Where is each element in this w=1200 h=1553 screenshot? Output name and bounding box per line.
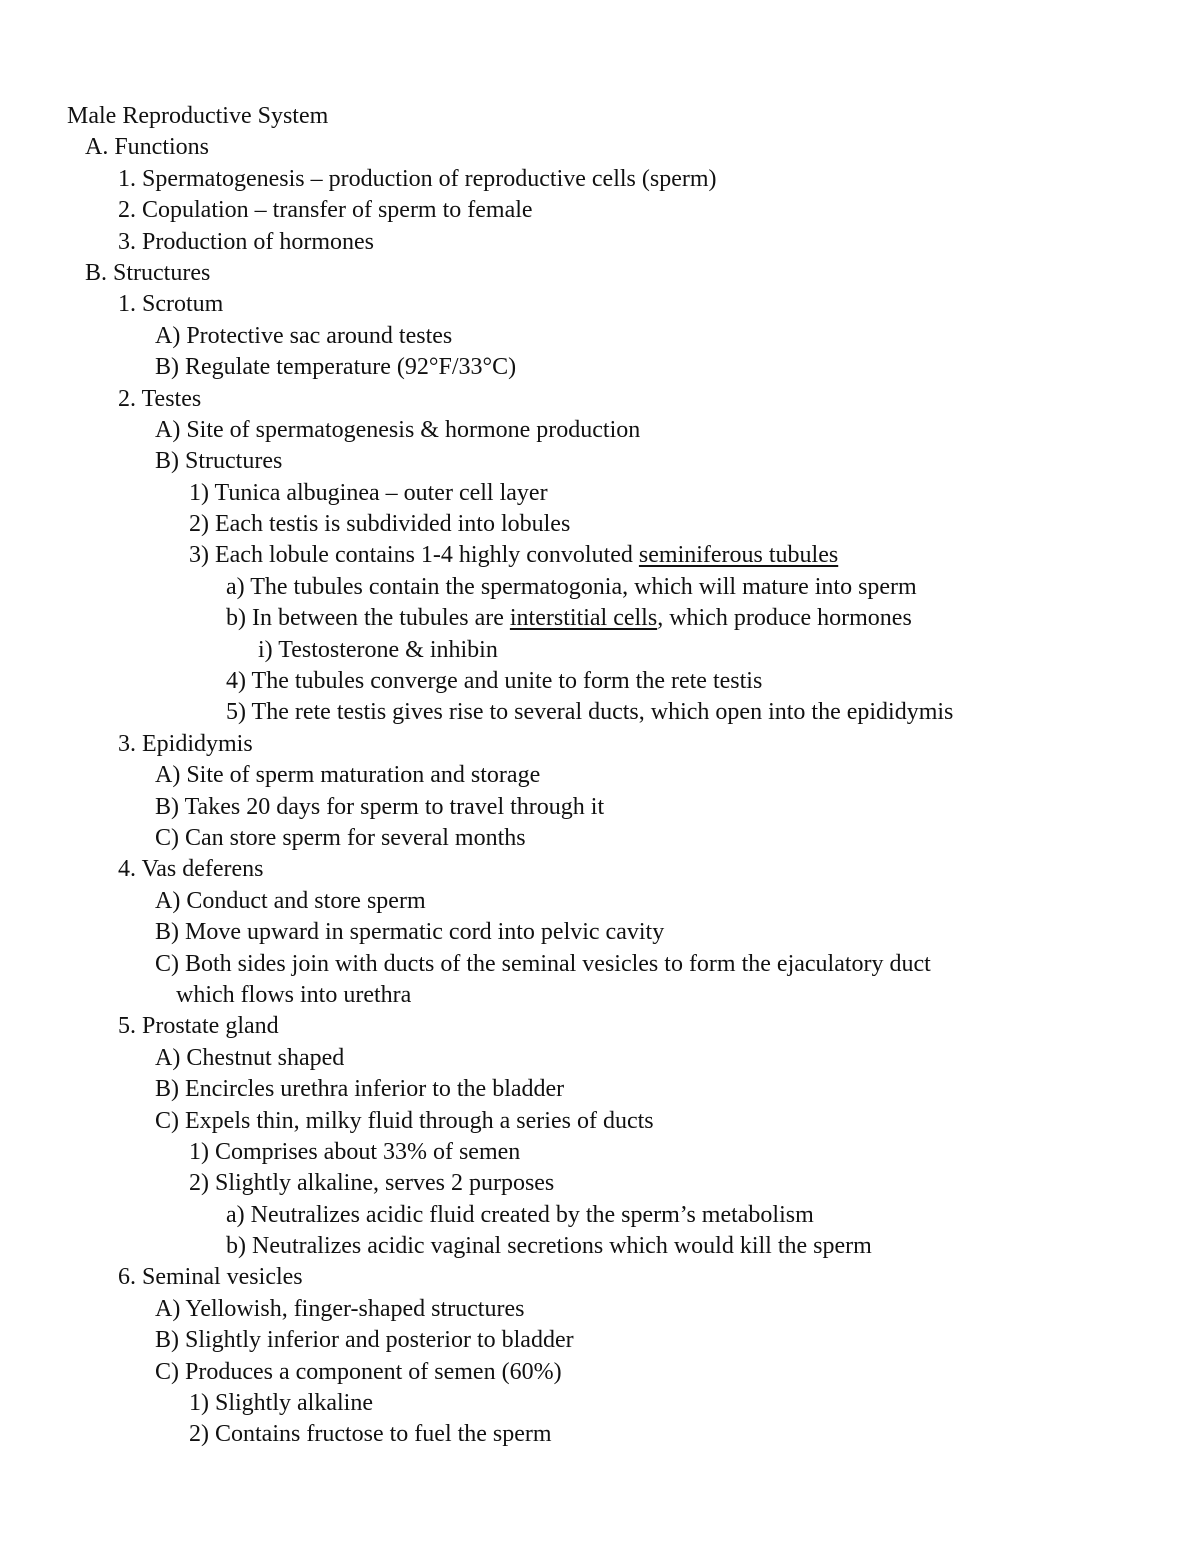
outline-line: A. Functions [85,134,210,161]
outline-line: B) Takes 20 days for sperm to travel through it [155,793,605,820]
outline-line: 4. Vas deferens [118,856,264,883]
outline-line: 4) The tubules converge and unite to form the rete testis [226,668,763,695]
outline-line: 2. Copulation – transfer of sperm to female [118,197,533,224]
outline-line: B. Structures [85,259,211,286]
outline-line: 5. Prostate gland [118,1013,279,1040]
outline-line: 1. Scrotum [118,291,224,318]
text-segment: b) In between the tubules are [226,605,510,632]
outline-line: 2) Each testis is subdivided into lobules [189,511,571,538]
outline-line: i) Testosterone & inhibin [258,636,498,663]
outline-line: C) Produces a component of semen (60%) [155,1358,562,1385]
outline-line: a) Neutralizes acidic fluid created by the sperm’s metabolism [226,1201,814,1228]
outline-line: B) Encircles urethra inferior to the bladder [155,1076,565,1103]
outline-line: A) Protective sac around testes [155,322,453,349]
text-segment: 3) Each lobule contains 1-4 highly convoluted [189,542,639,569]
outline-line: 2. Testes [118,385,202,412]
outline-line: A) Conduct and store sperm [155,887,426,914]
outline-line: a) The tubules contain the spermatogonia, which will mature into sperm [226,573,917,600]
underlined-term: seminiferous tubules [638,542,839,569]
outline-line [0,540,1200,571]
outline-line: 6. Seminal vesicles [118,1264,303,1291]
outline-line [0,603,1200,634]
outline-line: B) Move upward in spermatic cord into pelvic cavity [155,919,665,946]
outline-line: B) Structures [155,448,283,475]
text-segment: , which produce hormones [657,605,912,632]
outline-line: 3. Epididymis [118,730,253,757]
outline-line: A) Yellowish, finger-shaped structures [155,1295,525,1322]
outline-line: 1. Spermatogenesis – production of reproductive cells (sperm) [118,165,717,192]
outline-line: 1) Tunica albuginea – outer cell layer [189,479,548,506]
underlined-term: interstitial cells [509,605,658,632]
outline-line: b) Neutralizes acidic vaginal secretions which would kill the sperm [226,1233,872,1260]
outline-line: A) Site of sperm maturation and storage [155,762,541,789]
outline-line: B) Slightly inferior and posterior to bladder [155,1327,574,1354]
outline-line: 2) Contains fructose to fuel the sperm [189,1421,552,1448]
outline [0,101,1200,1451]
outline-line: C) Can store sperm for several months [155,824,526,851]
outline-line: 5) The rete testis gives rise to several ducts, which open into the epididymis [226,699,954,726]
outline-line: C) Both sides join with ducts of the seminal vesicles to form the ejaculatory duct [155,950,931,977]
outline-line: 1) Slightly alkaline [189,1390,373,1417]
outline-line: A) Chestnut shaped [155,1044,345,1071]
outline-line: 3. Production of hormones [118,228,374,255]
outline-line: A) Site of spermatogenesis & hormone production [155,416,641,443]
document-title: Male Reproductive System [67,103,329,129]
outline-line: C) Expels thin, milky fluid through a series of ducts [155,1107,654,1134]
outline-line: 2) Slightly alkaline, serves 2 purposes [189,1170,555,1197]
outline-line: which flows into urethra [176,981,412,1008]
outline-line: 1) Comprises about 33% of semen [189,1138,521,1165]
outline-line: B) Regulate temperature (92°F/33°C) [155,354,517,381]
